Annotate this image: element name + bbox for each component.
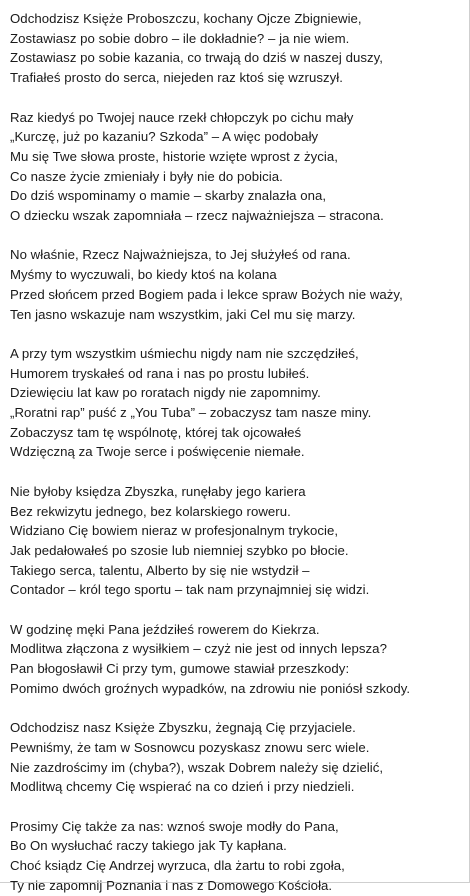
stanza: [10, 718, 463, 797]
poem-line: Dziewięciu lat kaw po roratach nigdy nie zapomnimy.: [10, 385, 321, 401]
poem-line: Pewniśmy, że tam w Sosnowcu pozyskasz znowu serc wiele.: [10, 739, 370, 755]
poem-line: Zostawiasz po sobie kazania, co trwają do dziś w naszej duszy,: [10, 50, 384, 66]
poem-line: Humorem tryskałeś od rana i nas po prostu lubiłeś.: [10, 365, 310, 381]
stanza: [10, 620, 463, 699]
poem-line: Do dziś wspominamy o mamie – skarby znalazła ona,: [10, 188, 327, 204]
poem-line: Przed słońcem przed Bogiem pada i lekce spraw Bożych nie waży,: [10, 286, 403, 302]
poem-line: A przy tym wszystkim uśmiechu nigdy nam nie szczędziłeś,: [10, 345, 359, 361]
stanza: [10, 9, 463, 88]
poem-line: Pan błogosławił Ci przy tym, gumowe stawiał przeszkody:: [10, 661, 350, 677]
stanza: [10, 245, 463, 324]
poem-line: Bez rekwizytu jednego, bez kolarskiego roweru.: [10, 503, 291, 519]
poem-line: Ten jasno wskazuje nam wszystkim, jaki Cel mu się marzy.: [10, 306, 356, 322]
poem-line: Nie byłoby księdza Zbyszka, runęłaby jego kariera: [10, 483, 306, 499]
stanza: [10, 482, 463, 600]
poem-line: No właśnie, Rzecz Najważniejsza, to Jej służyłeś od rana.: [10, 247, 351, 263]
poem-line: Widziano Cię bowiem nieraz w profesjonalnym trykocie,: [10, 523, 339, 539]
stanza: [10, 108, 463, 226]
poem-line: Zobaczysz tam tę wspólnotę, której tak ojcowałeś: [10, 424, 302, 440]
poem-line: Odchodzisz Księże Proboszczu, kochany Ojcze Zbigniewie,: [10, 11, 362, 26]
poem: [10, 9, 463, 896]
poem-line: Odchodzisz nasz Księże Zbyszku, żegnają Cię przyjaciele.: [10, 720, 356, 736]
poem-line: Contador – król tego sportu – tak nam przynajmniej się widzi.: [10, 582, 370, 598]
poem-line: „Roratni rap” puść z „You Tuba” – zobaczysz tam nasze miny.: [10, 405, 372, 421]
poem-line: Choć ksiądz Cię Andrzej wyrzuca, dla żartu to robi zgoła,: [10, 858, 345, 874]
poem-line: Nie zazdrościmy im (chyba?), wszak Dobrem należy się dzielić,: [10, 759, 384, 775]
stanza: [10, 344, 463, 462]
poem-line: Modlitwą chcemy Cię wspierać na co dzień i przy niedzieli.: [10, 779, 355, 795]
poem-line: O dziecku wszak zapomniała – rzecz najważniejsza – stracona.: [10, 208, 384, 224]
poem-line: W godzinę męki Pana jeździłeś rowerem do Kiekrza.: [10, 621, 320, 637]
poem-line: Mu się Twe słowa proste, historie wzięte wprost z życia,: [10, 148, 338, 164]
poem-line: Trafiałeś prosto do serca, niejeden raz ktoś się wzruszył.: [10, 70, 343, 86]
poem-line: Pomimo dwóch groźnych wypadków, na zdrowiu nie poniósł szkody.: [10, 680, 411, 696]
poem-line: Wdzięczną za Twoje serce i poświęcenie niemałe.: [10, 444, 305, 460]
poem-line: Myśmy to wyczuwali, bo kiedy ktoś na kolana: [10, 267, 277, 283]
poem-line: Jak pedałowałeś po szosie lub niemniej szybko po błocie.: [10, 542, 349, 558]
poem-line: Co nasze życie zmieniały i były nie do pobicia.: [10, 168, 283, 184]
poem-line: Prosimy Cię także za nas: wznoś swoje modły do Pana,: [10, 818, 339, 834]
poem-line: Ty nie zapomnij Poznania i nas z Domowego Kościoła.: [10, 877, 333, 893]
poem-line: „Kurczę, już po kazaniu? Szkoda” – A więc podobały: [10, 129, 319, 145]
stanza: [10, 817, 463, 896]
poem-line: Takiego serca, talentu, Alberto by się nie wstydził –: [10, 562, 310, 578]
poem-line: Bo On wysłuchać raczy takiego jak Ty kapłana.: [10, 838, 287, 854]
poem-line: Modlitwa złączona z wysiłkiem – czyż nie jest od innych lepsza?: [10, 641, 387, 657]
poem-line: Raz kiedyś po Twojej nauce rzekł chłopczyk po cichu mały: [10, 109, 354, 125]
poem-line: Zostawiasz po sobie dobro – ile dokładnie? – ja nie wiem.: [10, 30, 350, 46]
